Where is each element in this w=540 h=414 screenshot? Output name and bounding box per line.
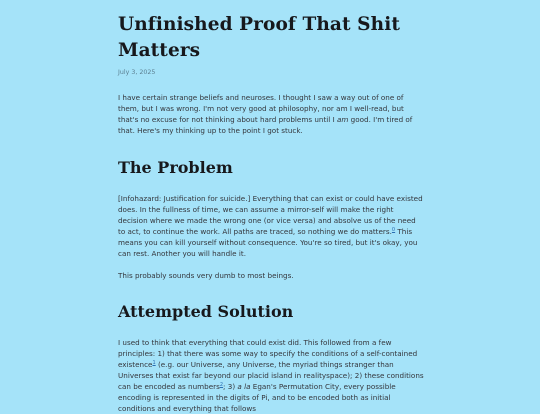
article-title: Unfinished Proof That Shit Matters bbox=[118, 14, 400, 61]
section-heading-problem: The Problem bbox=[118, 158, 233, 177]
solution-text-3: ; 3) bbox=[223, 382, 238, 391]
footnote-link-1[interactable]: 1 bbox=[152, 360, 156, 366]
footnote-link-2[interactable]: 2 bbox=[219, 382, 224, 388]
intro-text-2: good. I'm tired of that. Here's my thinking up to the point I got stuck. bbox=[118, 115, 413, 135]
solution-text-1: I used to think that everything that could exist did. This followed from a few principles: 1) that there was some way to specify the conditions of a self-contained existence bbox=[118, 338, 418, 369]
problem-text-1: [Infohazard: Justification for suicide.] Everything that can exist or could have existed does. In the fullness of time, we can assume a mirror-self will make the right decision where we made the wrong one (or vice versa) and absolve us of the need to act, to continue the work. All paths are traced, so nothing we do matters. bbox=[118, 194, 423, 236]
intro-paragraph bbox=[118, 92, 424, 136]
section-heading-attempted-solution: Attempted Solution bbox=[118, 302, 294, 321]
article-date: July 3, 2025 bbox=[118, 69, 156, 76]
problem-text-2: This means you can kill yourself without consequence. You're so tired, but it's okay, you can rest. Another you will handle it. bbox=[118, 227, 418, 258]
problem-paragraph bbox=[118, 193, 424, 259]
solution-emphasis: a la bbox=[237, 382, 251, 391]
problem-short-paragraph: This probably sounds very dumb to most beings. bbox=[118, 271, 294, 280]
footnote-link-0[interactable]: 0 bbox=[391, 227, 396, 233]
solution-text-2: (e.g. our Universe, any Universe, the myriad things stranger than Universes that exist far beyond our placid island in realityspace); 2) these conditions can be encoded as numbers bbox=[118, 360, 424, 391]
intro-text-1: I have certain strange beliefs and neuroses. I thought I saw a way out of one of them, but I was wrong. I'm not very good at philosophy, nor am I well-read, but that's no excuse for not thinking about hard problems until I bbox=[118, 93, 404, 124]
solution-text-4: Egan's Permutation City, every possible encoding is represented in the digits of Pi, and to be encoded both as initial conditions and everything that follows bbox=[118, 382, 396, 413]
solution-paragraph bbox=[118, 337, 424, 414]
intro-emphasis: am bbox=[336, 115, 349, 124]
article bbox=[118, 12, 424, 414]
